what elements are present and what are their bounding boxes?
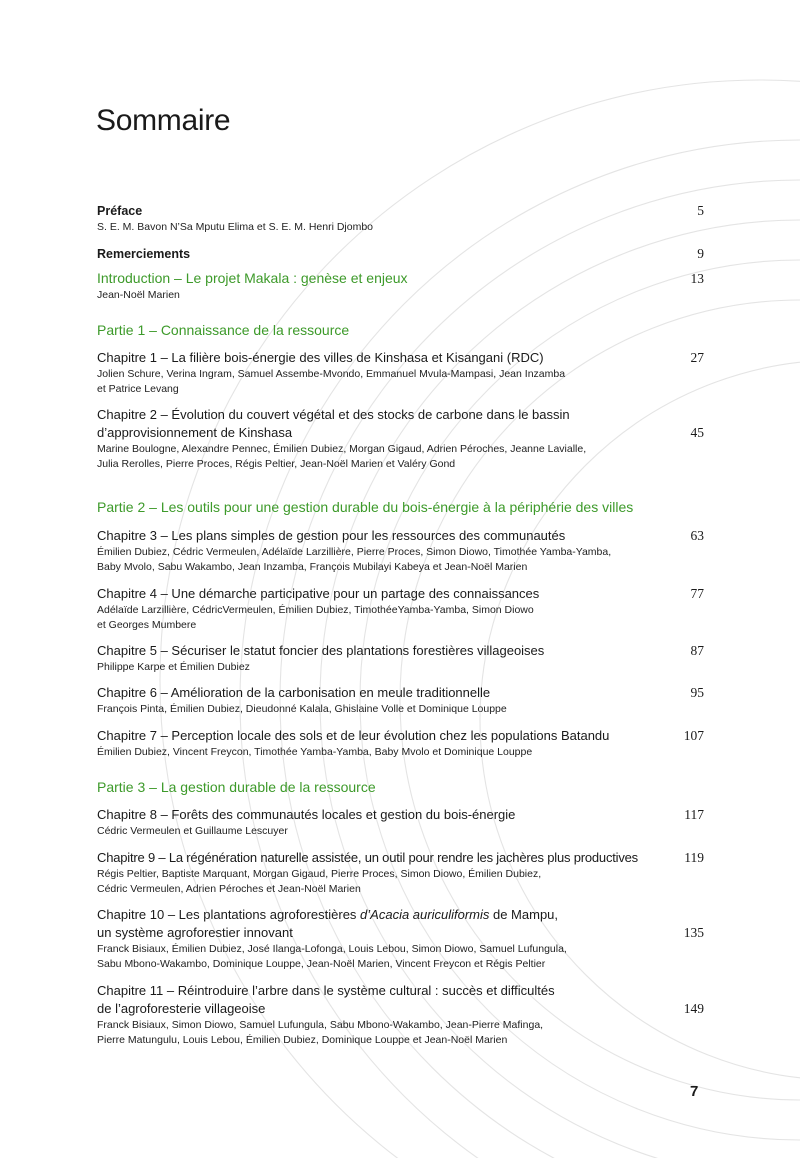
page-ref: 117: [684, 807, 704, 822]
entry-authors: Franck Bisiaux, Émilien Dubiez, José Ilanga-Lofonga, Louis Lebou, Simon Diowo, Samuel Lufungula,: [97, 943, 567, 955]
entry-authors: Julia Rerolles, Pierre Proces, Régis Peltier, Jean-Noël Marien et Valéry Gond: [97, 458, 456, 470]
entry-authors: Cédric Vermeulen, Adrien Péroches et Jean-Noël Marien: [97, 883, 361, 895]
page-ref: 27: [690, 350, 704, 365]
entry-title-line-1: Chapitre 2 – Évolution du couvert végétal et des stocks de carbone dans le bassin: [97, 407, 570, 422]
toc-entry-chapitre-7[interactable]: [97, 727, 704, 760]
entry-title: Chapitre 6 – Amélioration de la carbonisation en meule traditionnelle: [97, 685, 491, 700]
entry-title: Chapitre 4 – Une démarche participative pour un partage des connaissances: [97, 586, 540, 601]
entry-title: Préface: [97, 204, 143, 218]
toc-entry-chapitre-5[interactable]: [97, 642, 704, 675]
page-ref: 63: [690, 528, 704, 543]
page-ref: 13: [690, 271, 704, 286]
entry-authors: Cédric Vermeulen et Guillaume Lescuyer: [97, 825, 288, 837]
toc-entry-chapitre-8[interactable]: [97, 806, 704, 839]
entry-title: Chapitre 1 – La filière bois-énergie des villes de Kinshasa et Kisangani (RDC): [97, 350, 544, 365]
entry-authors: Adélaïde Larzillière, CédricVermeulen, Émilien Dubiez, TimothéeYamba-Yamba, Simon Diowo: [97, 604, 534, 616]
title-text: de Mampu,: [489, 907, 559, 922]
entry-authors: Émilien Dubiez, Cédric Vermeulen, Adélaïde Larzillière, Pierre Proces, Simon Diowo, Timothée Yamba-Yamba,: [97, 546, 612, 558]
page-ref: 135: [683, 925, 704, 940]
entry-authors: Marine Boulogne, Alexandre Pennec, Émilien Dubiez, Morgan Gigaud, Adrien Péroches, Jeanne Lavialle,: [97, 443, 587, 455]
entry-title: Chapitre 7 – Perception locale des sols et de leur évolution chez les populations Batandu: [97, 728, 610, 743]
entry-title-line-1: Chapitre 11 – Réintroduire l’arbre dans le système cultural : succès et difficultés: [97, 983, 555, 998]
page-title: Sommaire: [96, 104, 231, 137]
entry-title: Remerciements: [97, 247, 191, 261]
toc-entry-preface[interactable]: [97, 202, 704, 235]
entry-authors: Régis Peltier, Baptiste Marquant, Morgan Gigaud, Pierre Proces, Simon Diowo, Émilien Dubiez,: [97, 868, 542, 880]
page-ref: 95: [690, 685, 704, 700]
toc-entry-introduction[interactable]: [97, 268, 704, 303]
entry-title-line-2: de l’agroforesterie villageoise: [97, 1001, 266, 1016]
entry-authors: Franck Bisiaux, Simon Diowo, Samuel Lufungula, Sabu Mbono-Wakambo, Jean-Pierre Mafinga,: [97, 1019, 544, 1031]
entry-authors: Pierre Matungulu, Louis Lebou, Émilien Dubiez, Dominique Louppe et Jean-Noël Marien: [97, 1034, 508, 1046]
toc-entry-chapitre-6[interactable]: [97, 684, 704, 717]
entry-authors: Sabu Mbono-Wakambo, Dominique Louppe, Jean-Noël Marien, Vincent Freycon et Régis Peltier: [97, 958, 546, 970]
page-ref: 87: [690, 643, 704, 658]
entry-authors: François Pinta, Émilien Dubiez, Dieudonné Kalala, Ghislaine Volle et Dominique Louppe: [97, 703, 507, 715]
entry-authors: Jolien Schure, Verina Ingram, Samuel Assembe-Mvondo, Emmanuel Mvula-Mampasi, Jean Inzamba: [97, 368, 566, 380]
entry-authors: Baby Mvolo, Sabu Wakambo, Jean Inzamba, François Mubilayi Kabeya et Jean-Noël Marien: [97, 561, 528, 573]
toc-entry-chapitre-1[interactable]: [97, 349, 704, 397]
entry-title-line-2: un système agroforestier innovant: [97, 925, 293, 940]
toc-entry-chapitre-9[interactable]: [97, 849, 704, 897]
entry-title: Chapitre 8 – Forêts des communautés locales et gestion du bois-énergie: [97, 807, 516, 822]
entry-authors: S. E. M. Bavon N’Sa Mputu Elima et S. E. M. Henri Djombo: [97, 221, 374, 233]
entry-title: Chapitre 9 – La régénération naturelle assistée, un outil pour rendre les jachères plus productives: [97, 850, 638, 865]
entry-authors: Jean-Noël Marien: [97, 289, 180, 301]
entry-title-line-1: [97, 906, 704, 924]
entry-title-line-2: d’approvisionnement de Kinshasa: [97, 425, 293, 440]
section-title: Partie 3 – La gestion durable de la ressource: [97, 779, 376, 795]
page-ref: 77: [690, 586, 704, 601]
title-text: Chapitre 10 – Les plantations agroforestières: [97, 907, 361, 922]
entry-title: Chapitre 3 – Les plans simples de gestion pour les ressources des communautés: [97, 528, 566, 543]
entry-authors: Émilien Dubiez, Vincent Freycon, Timothée Yamba-Yamba, Baby Mvolo et Dominique Louppe: [97, 746, 533, 758]
entry-authors: Philippe Karpe et Émilien Dubiez: [97, 661, 250, 673]
species-name: d’Acacia auriculiformis: [360, 907, 490, 922]
page-number: 7: [690, 1083, 699, 1100]
section-title: Partie 1 – Connaissance de la ressource: [97, 322, 350, 338]
entry-title: Chapitre 5 – Sécuriser le statut foncier des plantations forestières villageoises: [97, 643, 545, 658]
toc-entry-chapitre-3[interactable]: [97, 527, 704, 575]
page-ref: 119: [684, 850, 704, 865]
entry-title: Introduction – Le projet Makala : genèse et enjeux: [97, 270, 408, 286]
section-heading-partie-3[interactable]: [97, 777, 704, 797]
page-ref: 9: [697, 246, 704, 261]
section-heading-partie-1[interactable]: [97, 320, 704, 340]
page-ref: 107: [683, 728, 704, 743]
toc-entry-chapitre-2[interactable]: [97, 406, 704, 472]
toc-entry-chapitre-10[interactable]: [97, 906, 704, 972]
toc-entry-chapitre-11[interactable]: [97, 982, 704, 1048]
toc-entry-chapitre-4[interactable]: [97, 585, 704, 633]
section-heading-partie-2[interactable]: [97, 497, 704, 517]
entry-authors: et Patrice Levang: [97, 383, 179, 395]
page-ref: 5: [697, 203, 704, 218]
page-ref: 149: [683, 1001, 704, 1016]
section-title: Partie 2 – Les outils pour une gestion durable du bois-énergie à la périphérie des villes: [97, 499, 634, 515]
entry-authors: et Georges Mumbere: [97, 619, 197, 631]
page-ref: 45: [690, 425, 704, 440]
toc-entry-remerciements[interactable]: [97, 245, 704, 263]
